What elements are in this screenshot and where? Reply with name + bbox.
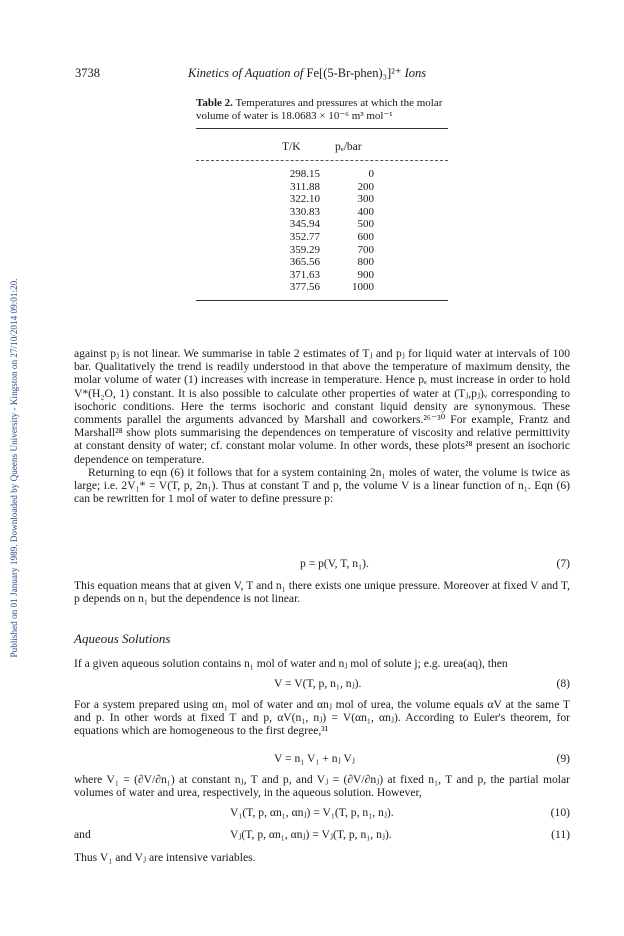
column-header-temperature: T/K	[282, 141, 301, 153]
paragraph-partial-molar	[74, 773, 570, 799]
running-head-pre: Kinetics of Aquation of	[188, 66, 307, 80]
cell-temperature: 322.10	[289, 193, 320, 206]
cell-pressure: 300	[357, 193, 374, 206]
paragraph-text: If a given aqueous solution contains n₁ mol of water and nⱼ mol of solute j; e.g. urea(aq), then	[74, 657, 508, 670]
table-caption-text: Temperatures and pressures at which the molar volume of water is 18.0683 × 10⁻⁶ m³ mol⁻¹	[196, 97, 443, 122]
paragraph-text: This equation means that at given V, T and n₁ there exists one unique pressure. Moreover at fixed V and T, p depends on n₁ but the dependence is not linear.	[74, 579, 570, 606]
table-row	[266, 193, 392, 206]
column-header-pressure: pₑ/bar	[335, 141, 362, 153]
cell-temperature: 377.56	[289, 281, 320, 294]
cell-pressure: 900	[357, 268, 374, 281]
cell-temperature: 371.63	[289, 268, 320, 281]
cell-temperature: 330.83	[289, 205, 320, 218]
equation-expression: Vⱼ(T, p, αn₁, αnⱼ) = Vⱼ(T, p, n₁, nⱼ).	[230, 828, 392, 841]
equation-expression: V = n₁ V₁ + nⱼ Vⱼ	[274, 752, 355, 765]
cell-temperature: 311.88	[290, 180, 320, 193]
table-row	[266, 218, 392, 231]
cell-pressure: 600	[357, 230, 374, 243]
paragraph-text: against pⱼ is not linear. We summarise in table 2 estimates of Tⱼ and pⱼ for liquid water at intervals of 100 bar. Qualitatively the trend is readily understood in that above the temperature of maximum density, the molar volume of water (1) increases with increase in temperature. Hence pₑ must increase in order to hold V*(H₂O, 1) constant. It is also possible to calculate other properties of water at (Tⱼ,pⱼ)ᵥ corresponding to isochoric conditions. Here the terms isochoric and constant liquid density are synonymous. These comments parallel the arguments advanced by Marshall and coworkers.²⁶⁻³⁰ For example, Frantz and Marshall²⁸ show plots summarising the dependences on temperature of viscosity and relative permittivity at constant density of water; cf. constant molar volume. In other words, these plots²⁸ present an isochoric dependence on temperature.	[74, 347, 570, 466]
table-header-rule	[196, 160, 448, 161]
cell-pressure: 800	[357, 256, 374, 269]
equation-10	[74, 806, 570, 820]
table-row	[266, 231, 392, 244]
paragraph-intensive	[74, 851, 570, 864]
table-row	[266, 181, 392, 194]
table-row	[266, 256, 392, 269]
paragraph-text: where V₁ = (∂V/∂n₁) at constant nⱼ, T and p, and Vⱼ = (∂V/∂nⱼ) at fixed n₁, T and p, the partial molar volumes of water and urea, respectively, in the aqueous solution. However,	[74, 773, 570, 800]
equation-expression: p = p(V, T, n₁).	[300, 557, 369, 570]
running-head-post: Ions	[401, 66, 427, 80]
paragraph-solution	[74, 657, 570, 670]
equation-number: (9)	[556, 752, 570, 765]
table-bottom-rule	[196, 300, 448, 301]
paragraph-isochoric	[74, 347, 570, 505]
equation-number: (8)	[556, 677, 570, 690]
table-body	[266, 168, 392, 294]
table-row	[266, 244, 392, 257]
equation-number: (10)	[550, 806, 570, 819]
equation-number: (7)	[556, 557, 570, 570]
equation-expression: V₁(T, p, αn₁, αnⱼ) = V₁(T, p, n₁, nⱼ).	[230, 806, 394, 819]
cell-pressure: 700	[357, 243, 374, 256]
paragraph-text: Thus V₁ and Vⱼ are intensive variables.	[74, 851, 256, 864]
page-number: 3738	[75, 66, 100, 80]
equation-number: (11)	[551, 828, 570, 841]
section-heading: Aqueous Solutions	[74, 631, 171, 646]
table-row	[266, 269, 392, 282]
cell-pressure: 200	[357, 180, 374, 193]
cell-pressure: 1000	[352, 281, 374, 294]
running-head	[188, 65, 426, 81]
cell-temperature: 365.56	[289, 256, 320, 269]
cell-pressure: 0	[368, 168, 374, 180]
equation-8	[74, 677, 570, 691]
paragraph-text: Returning to eqn (6) it follows that for a system containing 2n₁ moles of water, the volume is twice as large; i.e. 2V₁* = V(T, p, 2n₁). Thus at constant T and p, the volume V is a linear function of n₁. Eqn (6) can be rewritten for 1 mol of water to define pressure p:	[74, 465, 570, 506]
download-watermark: Published on 01 January 1989. Downloaded by Queens University - Kingston on 27/10/2014 09:01:20.	[9, 278, 19, 658]
table-top-rule	[196, 128, 448, 129]
equation-7	[74, 557, 570, 571]
paragraph-euler	[74, 698, 570, 738]
cell-temperature: 298.15	[289, 168, 320, 180]
equation-expression: V = V(T, p, n₁, nⱼ).	[274, 677, 362, 690]
cell-temperature: 352.77	[289, 230, 320, 243]
cell-temperature: 359.29	[289, 243, 320, 256]
table-caption	[196, 97, 458, 122]
table-row	[266, 168, 392, 181]
paragraph-unique-pressure	[74, 579, 570, 605]
cell-pressure: 500	[357, 218, 374, 231]
equation-11	[74, 828, 570, 842]
table-row	[266, 281, 392, 294]
equation-lead-word: and	[74, 828, 91, 841]
table-row	[266, 206, 392, 219]
running-head-formula: Fe[(5-Br-phen)₃]²⁺	[306, 66, 402, 80]
table-caption-label: Table 2.	[196, 97, 233, 109]
cell-temperature: 345.94	[289, 218, 320, 231]
paragraph-text: For a system prepared using αn₁ mol of water and αnⱼ mol of urea, the volume equals αV at the same T and p. In other words at fixed T and p, αV(n₁, nⱼ) = V(αn₁, αnⱼ). According to Euler's theorem, for equations which are homogeneous to the first degree,³¹	[74, 698, 570, 738]
equation-9	[74, 752, 570, 766]
cell-pressure: 400	[357, 205, 374, 218]
